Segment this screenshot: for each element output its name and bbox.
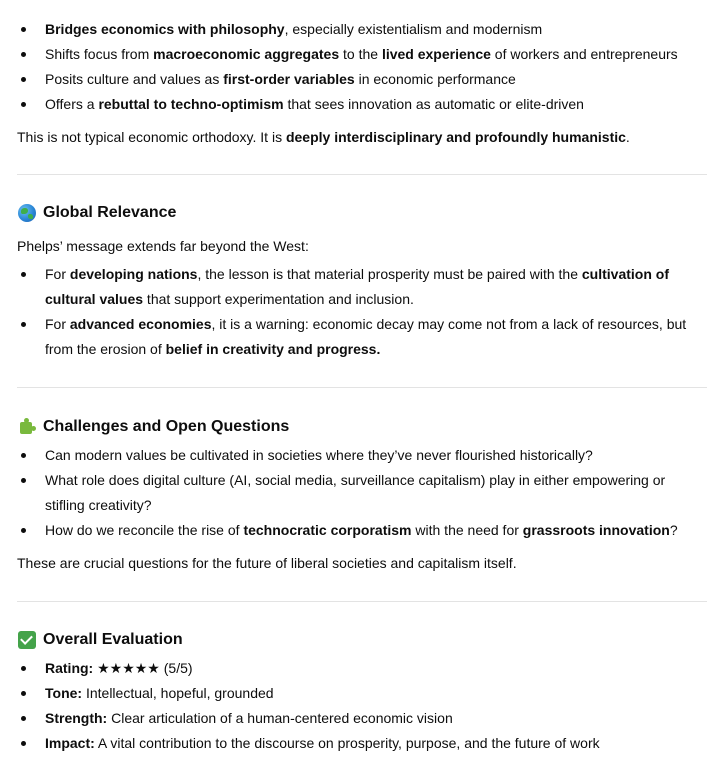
section-heading-global-relevance bbox=[0, 202, 711, 224]
intro-summary bbox=[0, 126, 711, 148]
bold-text: first-order variables bbox=[223, 71, 355, 87]
text-run: Clear articulation of a human-centered economic vision bbox=[107, 710, 453, 726]
list-item bbox=[0, 681, 711, 706]
bold-text: cultivation of bbox=[581, 266, 669, 282]
bold-text: Bridges economics with philosophy bbox=[45, 21, 285, 37]
bullet-dot-icon bbox=[21, 453, 26, 458]
bold-text: Strength: bbox=[45, 710, 108, 726]
text-run: This is not typical economic orthodoxy. It is bbox=[17, 129, 286, 145]
section-title: Challenges and Open Questions bbox=[43, 418, 290, 435]
bullet-dot-icon bbox=[21, 716, 26, 721]
section-title: Global Relevance bbox=[43, 204, 177, 221]
bullet-dot-icon bbox=[21, 528, 26, 533]
bold-text: belief in creativity and progress. bbox=[165, 341, 381, 357]
bullet-dot-icon bbox=[21, 102, 26, 107]
puzzle-icon bbox=[18, 418, 36, 436]
bullet-dot-icon bbox=[21, 322, 26, 327]
text-run: , it is a warning: economic decay may come not from a lack of resources, but bbox=[211, 316, 687, 332]
text-run: that support experimentation and inclusion. bbox=[143, 291, 414, 307]
list-item bbox=[0, 312, 711, 362]
text-run: Posits culture and values as bbox=[45, 71, 224, 87]
section-heading-evaluation bbox=[0, 629, 711, 651]
section-divider bbox=[17, 174, 707, 175]
section-heading-challenges bbox=[0, 416, 711, 438]
bold-text: rebuttal to techno-optimism bbox=[98, 96, 284, 112]
text-run: How do we reconcile the rise of bbox=[45, 522, 244, 538]
bold-text: technocratic corporatism bbox=[243, 522, 412, 538]
evaluation-bullet-list bbox=[0, 656, 711, 756]
text-run: of workers and entrepreneurs bbox=[490, 46, 678, 62]
bullet-dot-icon bbox=[21, 27, 26, 32]
bold-text: cultural values bbox=[45, 291, 144, 307]
bold-text: Impact: bbox=[45, 735, 95, 751]
text-run: from the erosion of bbox=[45, 341, 166, 357]
bullet-dot-icon bbox=[21, 666, 26, 671]
text-run: in economic performance bbox=[354, 71, 516, 87]
bullet-dot-icon bbox=[21, 272, 26, 277]
text-run: stifling creativity? bbox=[45, 497, 152, 513]
bold-text: grassroots innovation bbox=[522, 522, 670, 538]
text-run: ★★★★★ (5/5) bbox=[93, 660, 193, 676]
text-run: , the lesson is that material prosperity must be paired with the bbox=[197, 266, 582, 282]
list-item bbox=[0, 262, 711, 312]
bold-text: lived experience bbox=[381, 46, 491, 62]
list-item bbox=[0, 706, 711, 731]
bold-text: macroeconomic aggregates bbox=[153, 46, 340, 62]
bullet-dot-icon bbox=[21, 691, 26, 696]
section-divider bbox=[17, 387, 707, 388]
bold-text: Rating: bbox=[45, 660, 94, 676]
bullet-dot-icon bbox=[21, 741, 26, 746]
text-run: A vital contribution to the discourse on prosperity, purpose, and the future of work bbox=[94, 735, 600, 751]
text-run: . bbox=[625, 129, 630, 145]
list-item bbox=[0, 518, 711, 543]
list-item bbox=[0, 92, 711, 117]
intro-bullet-list bbox=[0, 17, 711, 117]
list-item bbox=[0, 656, 711, 681]
global-lead-text: Phelps’ message extends far beyond the West: bbox=[17, 238, 309, 254]
text-run: Can modern values be cultivated in societies where they’ve never flourished historically? bbox=[45, 447, 593, 463]
text-run: ? bbox=[669, 522, 678, 538]
list-item bbox=[0, 67, 711, 92]
text-run: Intellectual, hopeful, grounded bbox=[82, 685, 274, 701]
section-title: Overall Evaluation bbox=[43, 631, 183, 648]
check-box-icon bbox=[18, 631, 36, 649]
challenges-summary: These are crucial questions for the future of liberal societies and capitalism itself. bbox=[17, 555, 517, 571]
bold-text: developing nations bbox=[69, 266, 198, 282]
section-divider bbox=[17, 601, 707, 602]
list-item bbox=[0, 443, 711, 468]
bold-text: advanced economies bbox=[69, 316, 212, 332]
text-run: Shifts focus from bbox=[45, 46, 154, 62]
text-run: to the bbox=[339, 46, 382, 62]
bold-text: Tone: bbox=[45, 685, 83, 701]
text-run: What role does digital culture (AI, social media, surveillance capitalism) play in either empowering or bbox=[45, 472, 666, 488]
list-item bbox=[0, 468, 711, 518]
text-run: with the need for bbox=[411, 522, 523, 538]
challenges-bullet-list bbox=[0, 443, 711, 543]
list-item bbox=[0, 731, 711, 756]
text-run: , especially existentialism and modernism bbox=[284, 21, 543, 37]
bullet-dot-icon bbox=[21, 77, 26, 82]
text-run: that sees innovation as automatic or elite-driven bbox=[283, 96, 584, 112]
globe-icon bbox=[18, 204, 36, 222]
list-item bbox=[0, 42, 711, 67]
text-run: For bbox=[45, 316, 70, 332]
bullet-dot-icon bbox=[21, 478, 26, 483]
text-run: Offers a bbox=[45, 96, 99, 112]
bullet-dot-icon bbox=[21, 52, 26, 57]
list-item bbox=[0, 17, 711, 42]
text-run: For bbox=[45, 266, 70, 282]
bold-text: deeply interdisciplinary and profoundly humanistic bbox=[285, 129, 626, 145]
global-bullet-list bbox=[0, 262, 711, 362]
